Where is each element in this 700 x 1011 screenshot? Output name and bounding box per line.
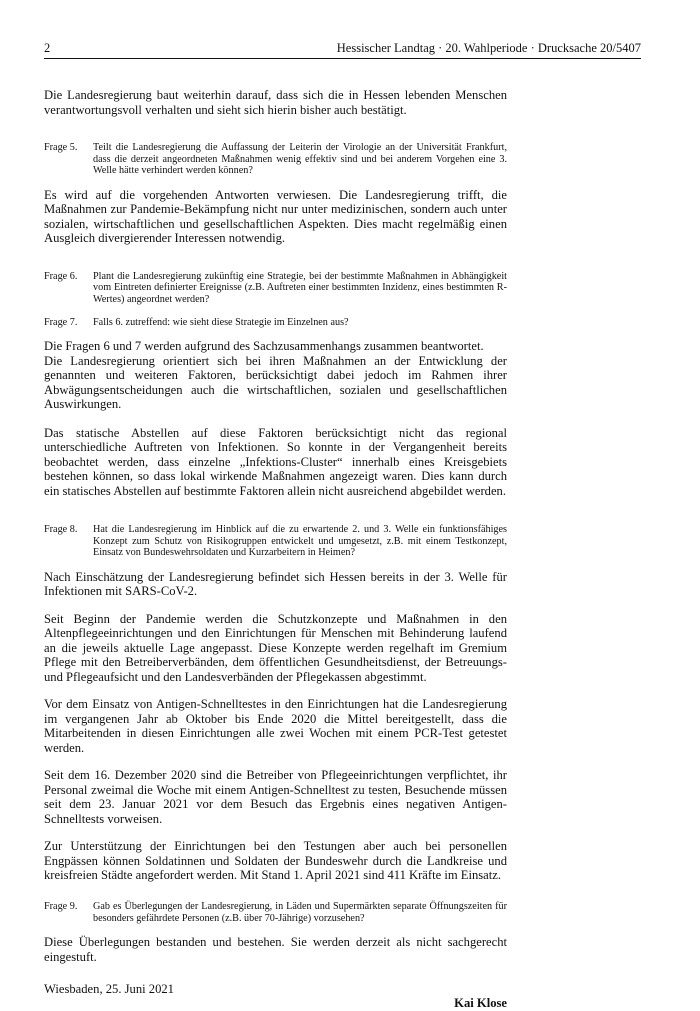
question-6	[44, 271, 507, 306]
question-8	[44, 524, 507, 559]
intro-paragraph: Die Landesregierung baut weiterhin darauf, dass sich die in Hessen lebenden Menschen verantwortungsvoll verhalten und sieht sich hierin bisher auch bestätigt.	[44, 88, 507, 117]
closing-block	[44, 982, 507, 1011]
answer-6-7-paragraph: Die Landesregierung orientiert sich bei ihren Maßnahmen an der Entwicklung der genannten und weiteren Faktoren, berücksichtigt dabei jedoch im Rahmen ihrer Abwägungsentscheidungen auch die wirtschaftlichen, sozialen und gesellschaftlichen Auswirkungen.	[44, 353, 507, 412]
question-label: Frage 8.	[44, 524, 78, 536]
signatory-name: Kai Klose	[454, 996, 507, 1011]
question-7	[44, 317, 507, 329]
answer-5: Es wird auf die vorgehenden Antworten verwiesen. Die Landesregierung trifft, die Maßnahmen zur Pandemie-Bekämpfung nicht nur unter medizinischen, sondern auch unter sozialen, wirtschaftlichen und gesellschaftlichen Aspekten. Dies macht regelmäßig einen Ausgleich divergierender Interessen notwendig.	[44, 187, 507, 246]
question-label: Frage 9.	[44, 900, 78, 912]
answer-9: Diese Überlegungen bestanden und bestehen. Sie werden derzeit als nicht sachgerecht eingestuft.	[44, 935, 507, 964]
question-text: Teilt die Landesregierung die Auffassung der Leiterin der Virologie an der Universität Frankfurt, dass die derzeit angeordneten Maßnahmen wenig effektiv sind und bei anderem Vorgehen eine 3. Welle hätte verhindert werden können?	[93, 142, 507, 177]
question-label: Frage 5.	[44, 142, 78, 153]
answer-6-7-intro: Die Fragen 6 und 7 werden aufgrund des Sachzusammenhangs zusammen beantwortet.	[44, 339, 484, 354]
running-head: Hessischer Landtag · 20. Wahlperiode · Drucksache 20/5407	[336, 41, 641, 55]
answer-8-paragraph: Seit Beginn der Pandemie werden die Schutzkonzepte und Maßnahmen in den Altenpflegeeinrichtungen und den Einrichtungen für Menschen mit Behinderung laufend an die jeweils aktuelle Lage angepasst. Diese Konzepte werden regelhaft im Gremium Pflege mit den Betreiberverbänden, dem öffentlichen Gesundheitsdienst, der Betreuungs-und Pflegeaufsicht und den Landesverbänden der Pflegekassen abgestimmt.	[44, 611, 507, 684]
question-5	[44, 142, 507, 177]
answer-8-paragraph: Vor dem Einsatz von Antigen-Schnelltestes in den Einrichtungen hat die Landesregierung im vergangenen Jahr ab Oktober bis Ende 2020 die Mittel bereitgestellt, dass die Mitarbeitenden in diesen Einrichtungen alle zwei Wochen mit einem PCR-Test getestet werden.	[44, 697, 507, 755]
document-body	[44, 88, 507, 1011]
question-text: Plant die Landesregierung zukünftig eine Strategie, bei der bestimmte Maßnahmen in Abhängigkeit vom Eintreten definierter Ereignisse (z.B. Auftreten einer bestimmten Inzidenz, eines bestimmten R-Wertes) angeordnet werden?	[93, 270, 507, 305]
question-label: Frage 7.	[44, 316, 78, 328]
question-9	[44, 901, 507, 924]
question-text: Hat die Landesregierung im Hinblick auf die zu erwartende 2. und 3. Welle ein funktionsfähiges Konzept zum Schutz von Risikogruppen entwickelt und umgesetzt, z.B. mit einem Testkonzept, Einsatz von Bundeswehrsoldaten und Kurzarbeitern in Heimen?	[93, 524, 507, 559]
question-text: Gab es Überlegungen der Landesregierung, in Läden und Supermärkten separate Öffnungszeiten für besonders gefährdete Personen (z.B. über 70-Jährige) vorzusehen?	[93, 900, 507, 924]
page-number: 2	[44, 41, 51, 55]
question-text: Falls 6. zutreffend: wie sieht diese Strategie im Einzelnen aus?	[93, 316, 349, 328]
answer-6-7-paragraph: Das statische Abstellen auf diese Faktoren berücksichtigt nicht das regional unterschiedliche Auftreten von Infektionen. So konnte in der Vergangenheit bereits beobachtet werden, dass einzelne „Infektions-Cluster“ innerhalb eines Kreisgebiets bestehen können, so dass lokal wirkende Maßnahmen angezeigt waren. Dies kann durch ein statisches Abstellen auf bestimmte Faktoren allein nicht ausreichend abgebildet werden.	[44, 425, 507, 498]
place-date: Wiesbaden, 25. Juni 2021	[44, 982, 174, 997]
question-label: Frage 6.	[44, 270, 78, 282]
answer-8-paragraph: Zur Unterstützung der Einrichtungen bei den Testungen aber auch bei personellen Engpässen können Soldatinnen und Soldaten der Bundeswehr durch die Landkreise und kreisfreien Städte angefordert werden. Mit Stand 1. April 2021 sind 411 Kräfte im Einsatz.	[44, 839, 507, 883]
answer-8-paragraph: Nach Einschätzung der Landesregierung befindet sich Hessen bereits in der 3. Welle für Infektionen mit SARS-CoV-2.	[44, 569, 507, 599]
answer-8-paragraph: Seit dem 16. Dezember 2020 sind die Betreiber von Pflegeeinrichtungen verpflichtet, ihr Personal zweimal die Woche mit einem Antigen-Schnelltest zu testen, Besuchende müssen seit dem 23. Januar 2021 vor dem Besuch das Ergebnis eines negativen Antigen-Schnelltests vorweisen.	[44, 768, 507, 826]
header-rule	[44, 58, 641, 59]
